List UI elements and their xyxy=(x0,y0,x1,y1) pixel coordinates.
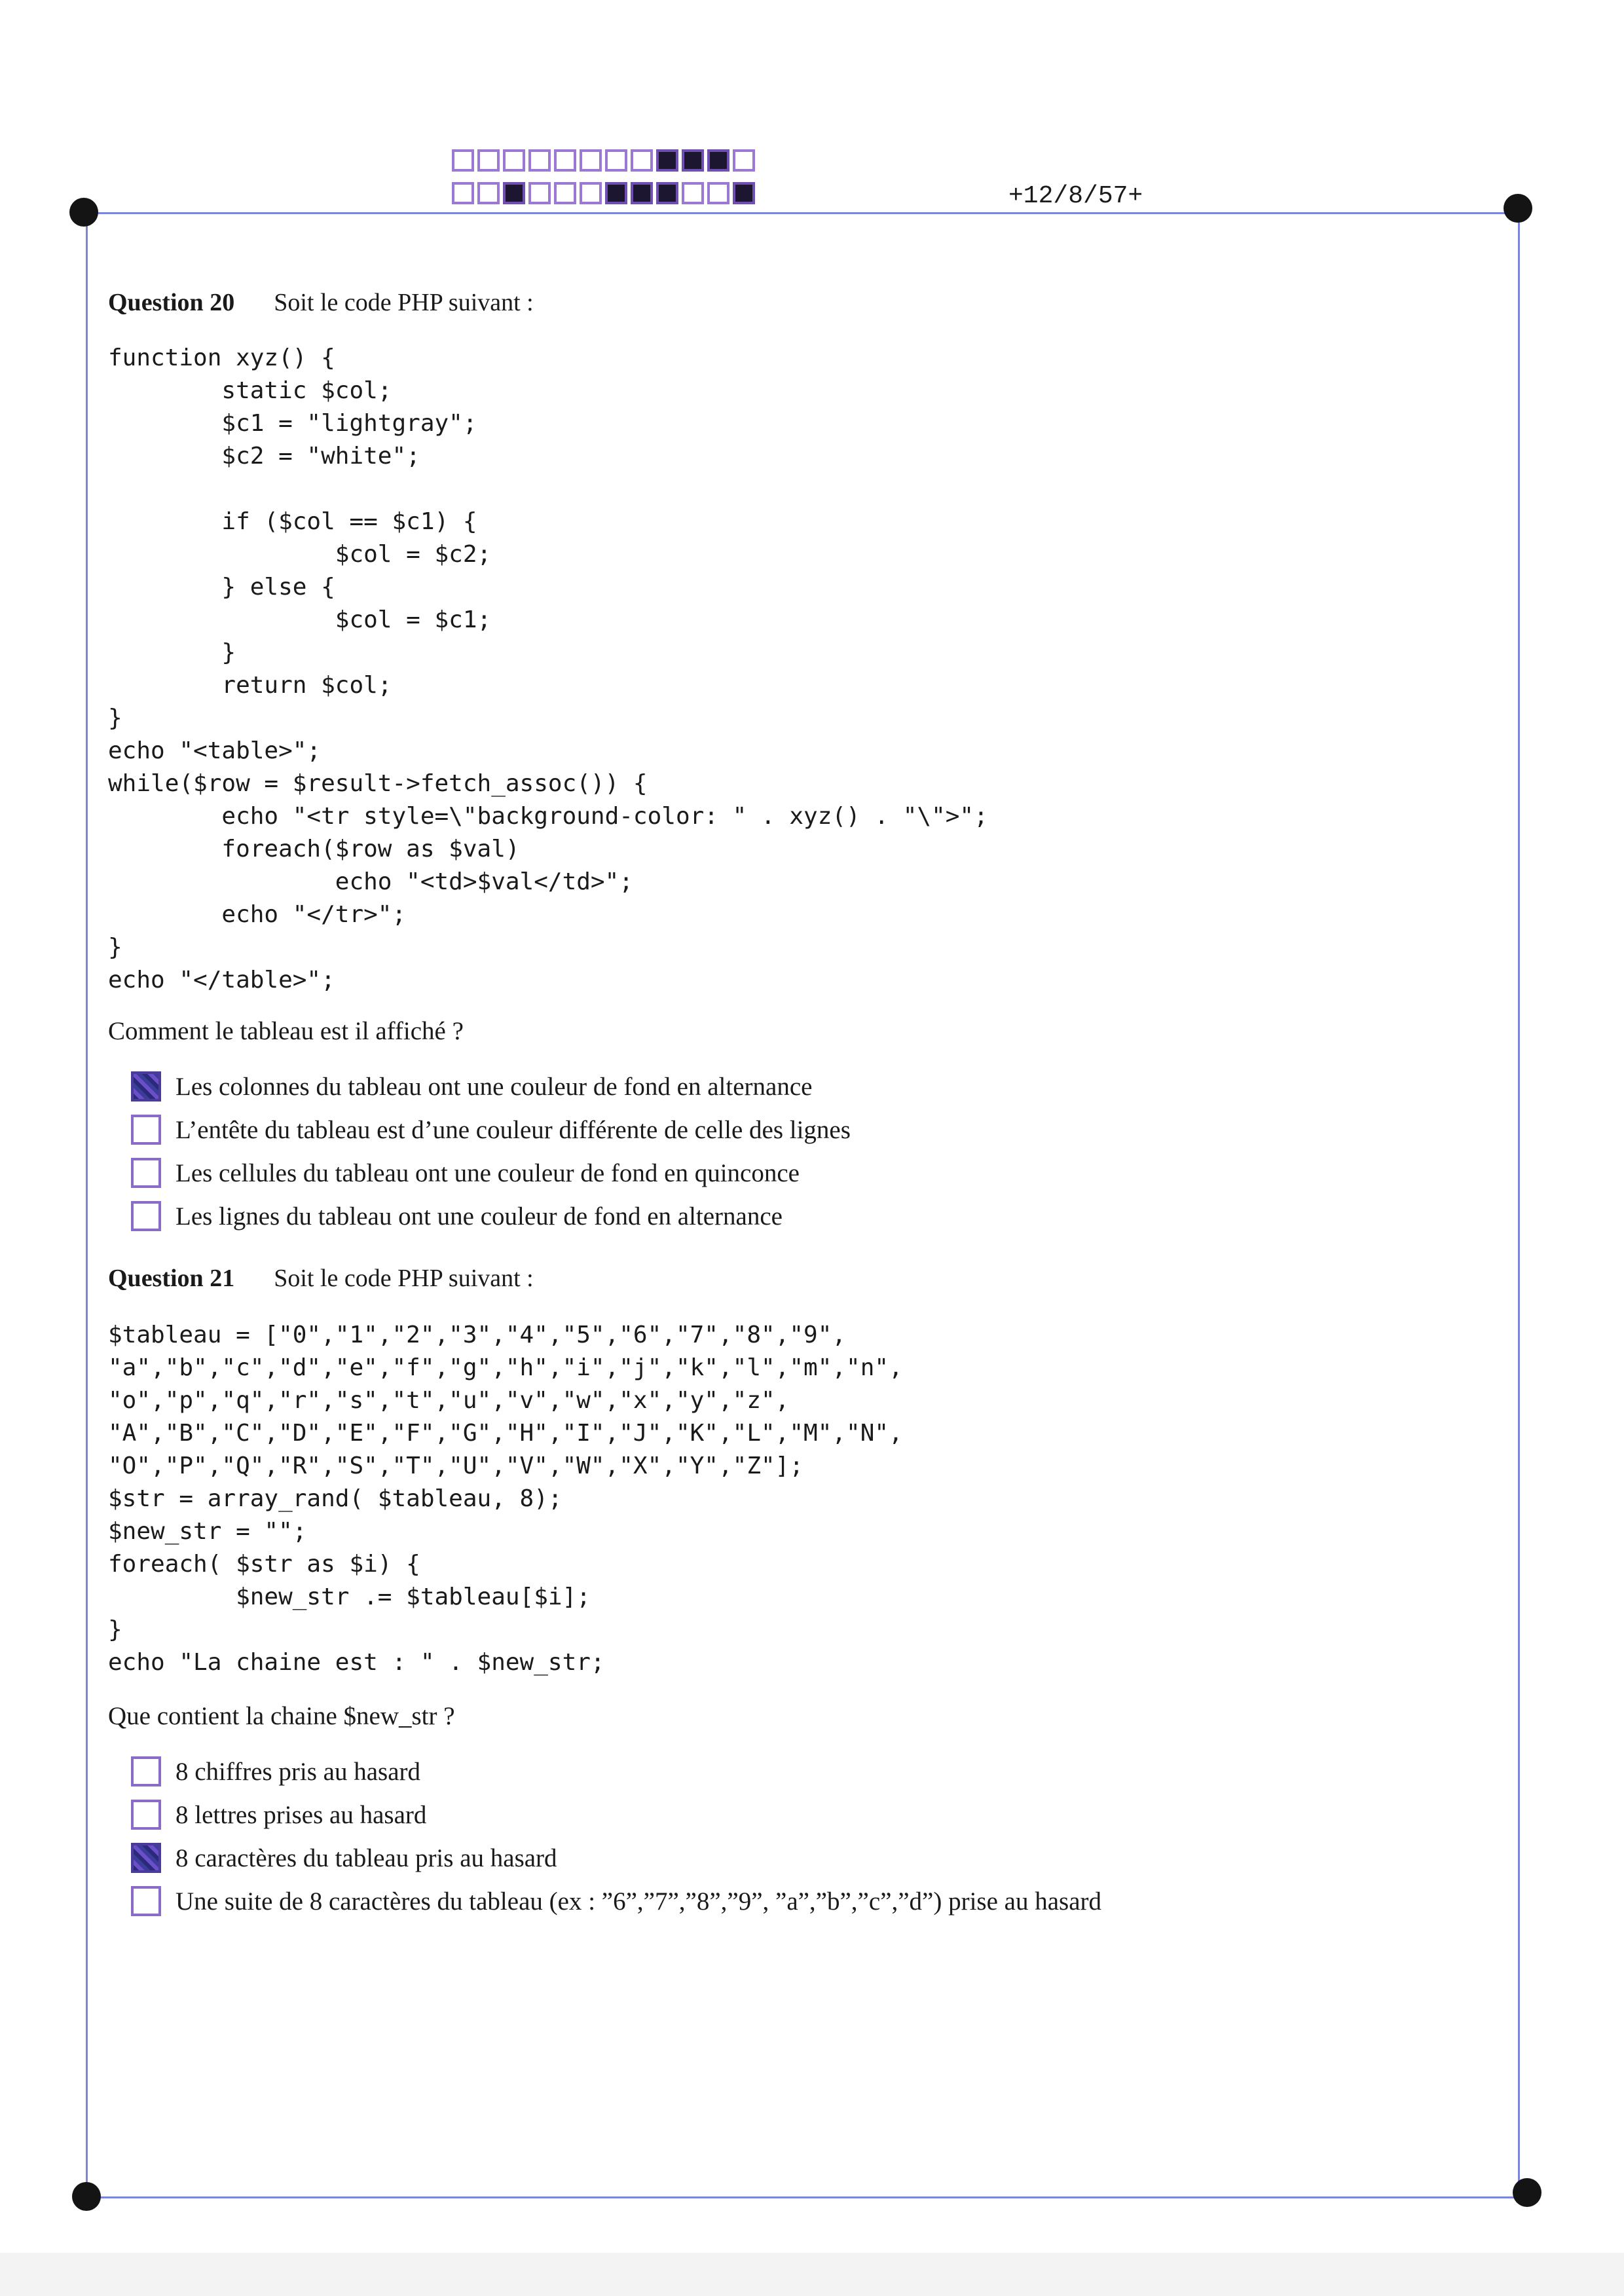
student-id-grid-row-1 xyxy=(452,149,758,172)
corner-mark-bottom-left xyxy=(72,2182,101,2211)
id-grid-cell xyxy=(707,182,729,204)
id-grid-cell xyxy=(631,149,653,172)
page-id-marker: +12/8/57+ xyxy=(1008,182,1143,210)
frame-bottom-line xyxy=(87,2196,1528,2198)
answer-option[interactable] xyxy=(131,1879,1101,1923)
frame-top-line xyxy=(85,212,1519,214)
id-grid-cell xyxy=(554,149,576,172)
answer-option[interactable] xyxy=(131,1108,851,1151)
question-20-answers xyxy=(131,1065,851,1238)
id-grid-cell xyxy=(605,149,627,172)
corner-mark-top-right xyxy=(1504,194,1532,223)
question-intro: Soit le code PHP suivant : xyxy=(274,289,534,316)
answer-label: 8 lettres prises au hasard xyxy=(175,1800,427,1829)
id-grid-cell xyxy=(656,182,678,204)
answer-checkbox[interactable] xyxy=(131,1201,161,1231)
question-21-code: $tableau = ["0","1","2","3","4","5","6","7","8","9", "a","b","c","d","e","f","g","h","i","j","k","l","m","n", "o","p","q","r","s","t","u","v","w","x","y","z", "A","B","C","D","E","F","G","H","I","J","K","L","M","N", "O","P","Q","R","S","T","U","V","W","X","Y","Z"]; $str = array_rand( $tableau, 8); $new_str = ""; foreach( $str as $i) { $new_str .= $tableau[$i]; } echo "La chaine est : " . $new_str; xyxy=(108,1322,903,1676)
frame-left-line xyxy=(86,212,88,2198)
answer-option[interactable] xyxy=(131,1750,1101,1793)
answer-label: Une suite de 8 caractères du tableau (ex : ”6”,”7”,”8”,”9”, ”a”,”b”,”c”,”d”) prise au hasard xyxy=(175,1887,1101,1916)
id-grid-cell xyxy=(682,182,704,204)
answer-label: Les lignes du tableau ont une couleur de fond en alternance xyxy=(175,1202,783,1231)
question-number: Question 20 xyxy=(108,289,235,316)
id-grid-cell xyxy=(477,149,500,172)
question-21-answers xyxy=(131,1750,1101,1923)
answer-option[interactable] xyxy=(131,1151,851,1194)
answer-checkbox[interactable] xyxy=(131,1071,161,1102)
frame-right-line xyxy=(1518,212,1520,2190)
corner-mark-top-left xyxy=(69,198,98,227)
student-id-grid-row-2 xyxy=(452,182,758,204)
answer-label: Les cellules du tableau ont une couleur de fond en quinconce xyxy=(175,1158,800,1187)
corner-mark-bottom-right xyxy=(1513,2178,1541,2207)
answer-label: 8 caractères du tableau pris au hasard xyxy=(175,1843,557,1872)
id-grid-cell xyxy=(682,149,704,172)
id-grid-cell xyxy=(554,182,576,204)
question-20-prompt: Comment le tableau est il affiché ? xyxy=(108,1017,464,1045)
answer-checkbox[interactable] xyxy=(131,1158,161,1188)
id-grid-cell xyxy=(528,149,551,172)
id-grid-cell xyxy=(656,149,678,172)
question-number: Question 21 xyxy=(108,1265,235,1292)
question-20-code: function xyz() { static $col; $c1 = "lightgray"; $c2 = "white"; if ($col == $c1) { $col = $c2; } else { $col = $c1; } return $col; } echo "<table>"; while($row = $result->fetch_assoc()) { echo "<tr style=\"background-color: " . xyz() . "\">"; foreach($row as $val) echo "<td>$val</td>"; echo "</tr>"; } echo "</table>"; xyxy=(108,344,988,993)
id-grid-cell xyxy=(580,182,602,204)
question-21-title xyxy=(108,1264,534,1293)
answer-checkbox[interactable] xyxy=(131,1800,161,1830)
id-grid-cell xyxy=(733,149,755,172)
answer-option[interactable] xyxy=(131,1793,1101,1836)
id-grid-cell xyxy=(503,149,525,172)
id-grid-cell xyxy=(503,182,525,204)
answer-label: L’entête du tableau est d’une couleur différente de celle des lignes xyxy=(175,1115,851,1144)
id-grid-cell xyxy=(452,182,474,204)
answer-checkbox[interactable] xyxy=(131,1886,161,1916)
id-grid-cell xyxy=(733,182,755,204)
question-21-prompt: Que contient la chaine $new_str ? xyxy=(108,1702,455,1730)
answer-checkbox[interactable] xyxy=(131,1756,161,1787)
answer-option[interactable] xyxy=(131,1836,1101,1879)
id-grid-cell xyxy=(528,182,551,204)
id-grid-cell xyxy=(477,182,500,204)
id-grid-cell xyxy=(707,149,729,172)
answer-label: Les colonnes du tableau ont une couleur de fond en alternance xyxy=(175,1072,813,1101)
id-grid-cell xyxy=(580,149,602,172)
answer-checkbox[interactable] xyxy=(131,1115,161,1145)
question-intro: Soit le code PHP suivant : xyxy=(274,1265,534,1292)
id-grid-cell xyxy=(452,149,474,172)
id-grid-cell xyxy=(631,182,653,204)
question-20-title xyxy=(108,288,534,317)
answer-option[interactable] xyxy=(131,1194,851,1238)
answer-label: 8 chiffres pris au hasard xyxy=(175,1757,420,1786)
answer-checkbox[interactable] xyxy=(131,1843,161,1873)
scan-bottom-strip xyxy=(0,2253,1624,2296)
answer-option[interactable] xyxy=(131,1065,851,1108)
id-grid-cell xyxy=(605,182,627,204)
